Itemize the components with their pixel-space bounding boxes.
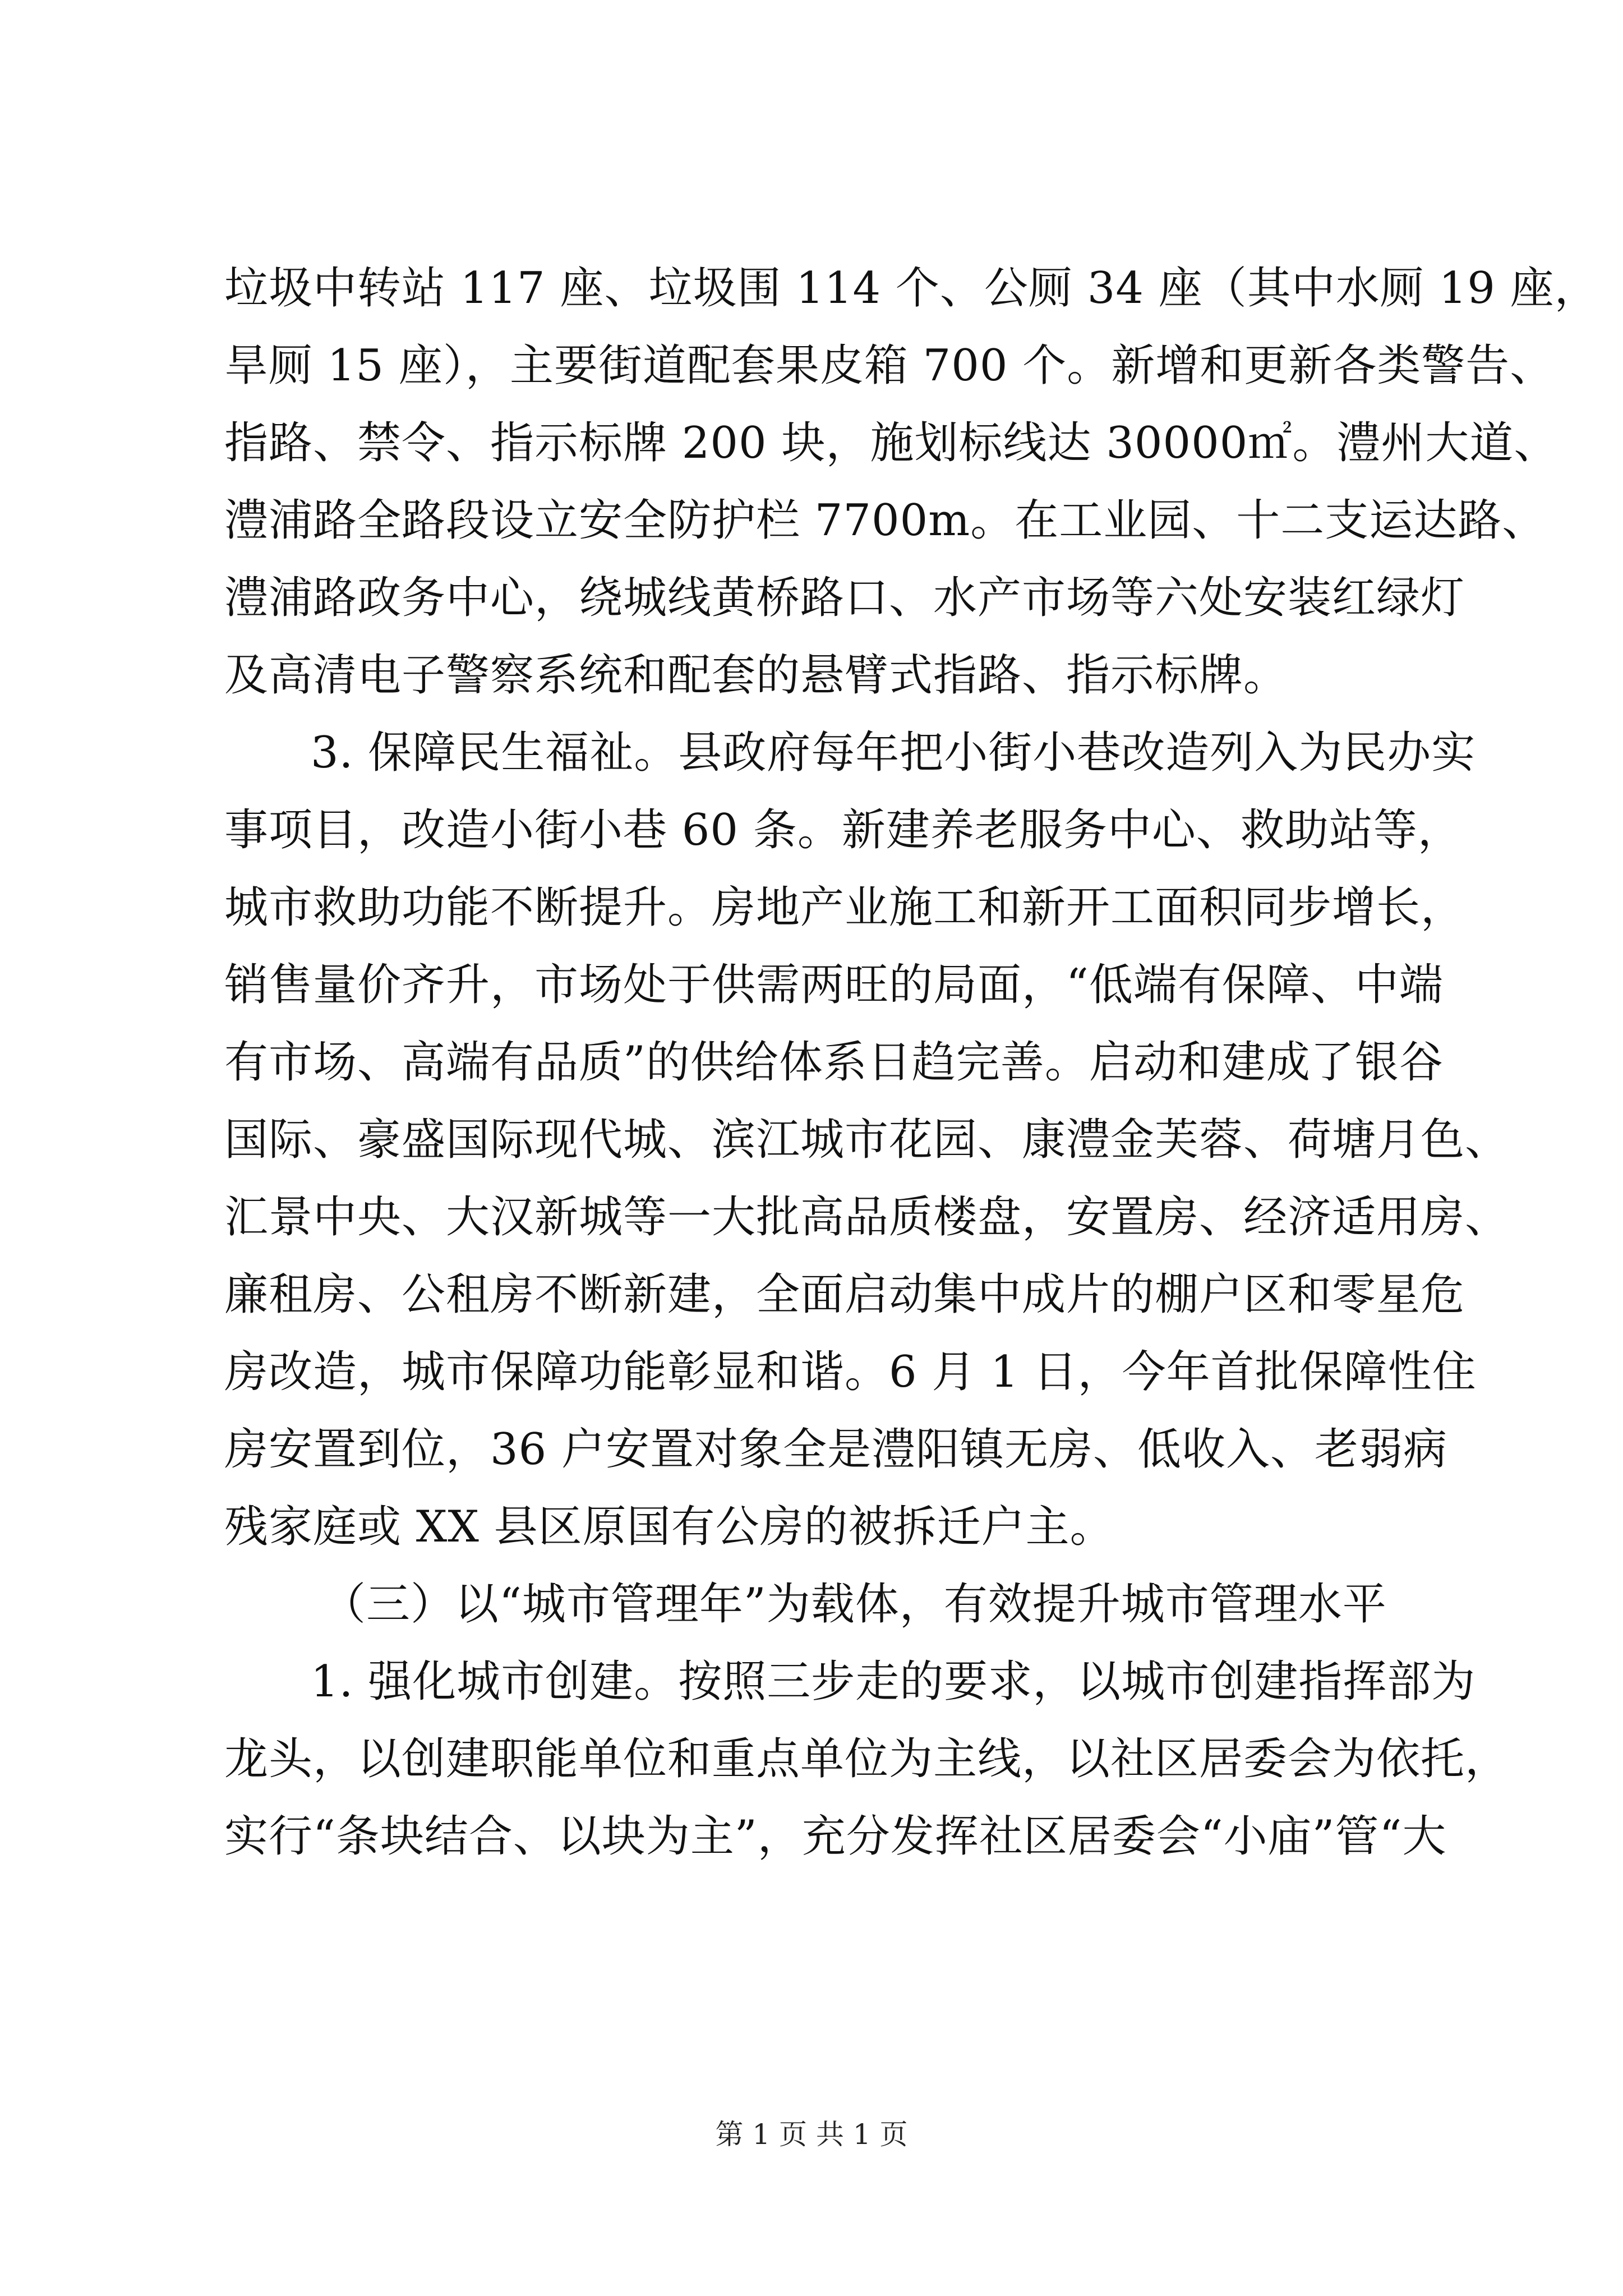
page-footer: 第 1 页 共 1 页: [715, 2118, 908, 2151]
paragraph-start-line: 3. 保障民生福祉。县政府每年把小街小巷改造列入为民办实: [311, 728, 1476, 778]
paragraph-start-line: 1. 强化城市创建。按照三步走的要求，以城市创建指挥部为: [311, 1657, 1476, 1707]
text-line: 销售量价齐升，市场处于供需两旺的局面，“低端有保障、中端: [224, 960, 1444, 1010]
text-line: 澧浦路全路段设立安全防护栏 7700m。在工业园、十二支运达路、: [224, 495, 1547, 546]
text-line: 澧浦路政务中心，绕城线黄桥路口、水产市场等六处安装红绿灯: [224, 573, 1465, 623]
section-heading: （三）以“城市管理年”为载体，有效提升城市管理水平: [322, 1579, 1387, 1630]
text-line: 垃圾中转站 117 座、垃圾围 114 个、公厕 34 座（其中水厕 19 座，: [224, 263, 1599, 314]
text-line: 及高清电子警察系统和配套的悬臂式指路、指示标牌。: [224, 650, 1288, 701]
text-line: 事项目，改造小街小巷 60 条。新建养老服务中心、救助站等，: [224, 805, 1462, 855]
document-body: [224, 250, 1599, 1875]
text-line: 残家庭或 XX 县区原国有公房的被拆迁户主。: [224, 1502, 1114, 1552]
text-line: 城市救助功能不断提升。房地产业施工和新开工面积同步增长，: [224, 882, 1465, 933]
text-line: 龙头，以创建职能单位和重点单位为主线，以社区居委会为依托，: [224, 1734, 1510, 1784]
text-line: 有市场、高端有品质”的供给体系日趋完善。启动和建成了银谷: [224, 1037, 1444, 1088]
text-line: 房安置到位，36 户安置对象全是澧阳镇无房、低收入、老弱病: [224, 1424, 1448, 1475]
text-line: 实行“条块结合、以块为主”，充分发挥社区居委会“小庙”管“大: [224, 1811, 1447, 1862]
text-line: 廉租房、公租房不断新建，全面启动集中成片的棚户区和零星危: [224, 1269, 1465, 1320]
text-line: 国际、豪盛国际现代城、滨江城市花园、康澧金芙蓉、荷塘月色、: [224, 1115, 1510, 1165]
text-line: 旱厕 15 座），主要街道配套果皮箱 700 个。新增和更新各类警告、: [224, 341, 1555, 391]
text-line: 指路、禁令、指示标牌 200 块，施划标线达 30000㎡。澧州大道、: [224, 418, 1559, 468]
text-line: 房改造，城市保障功能彰显和谐。6 月 1 日，今年首批保障性住: [224, 1347, 1477, 1397]
text-line: 汇景中央、大汉新城等一大批高品质楼盘，安置房、经济适用房、: [224, 1192, 1510, 1243]
